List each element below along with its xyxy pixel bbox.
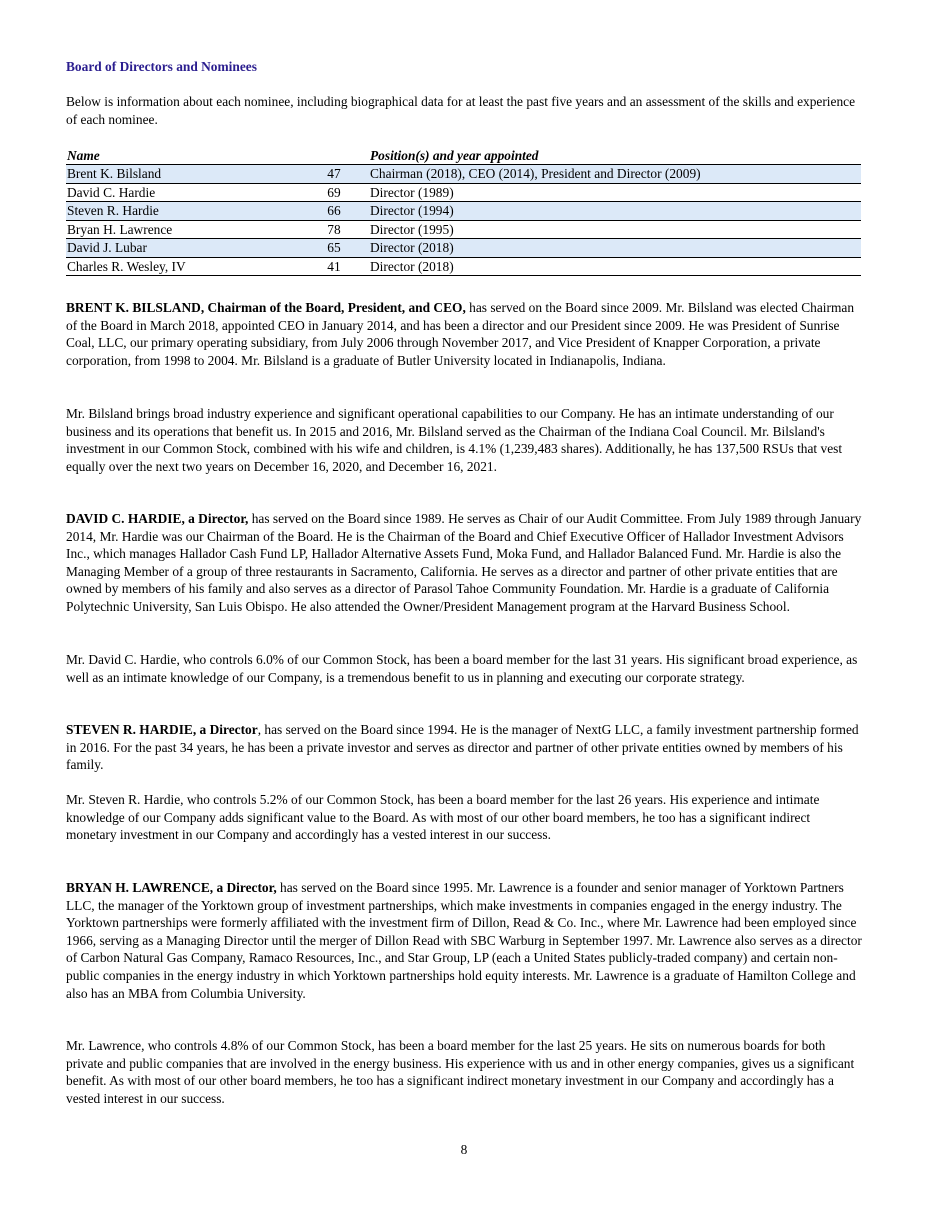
bio-lead: STEVEN R. HARDIE, a Director [66,722,258,737]
table-row [66,183,861,202]
table-row [66,239,861,258]
cell-age: 69 [298,183,369,202]
bio-s-hardie [66,721,862,774]
bio-d-hardie [66,510,862,616]
cell-age: 47 [298,165,369,184]
table-header-row [66,147,861,165]
assessment-d-hardie: Mr. David C. Hardie, who controls 6.0% of our Common Stock, has been a board member for the last 31 years. His significant broad experience, as well as an intimate knowledge of our Company, is a tremendous benefit to us in planning and executing our corporate strategy. [66,652,858,685]
cell-name: Steven R. Hardie [66,202,298,221]
page-number: 8 [460,1142,468,1157]
cell-age: 41 [298,257,369,276]
cell-name: Brent K. Bilsland [66,165,298,184]
bio-lead: BRENT K. BILSLAND, Chairman of the Board, President, and CEO, [66,300,466,315]
cell-age: 65 [298,239,369,258]
bio-text: has served on the Board since 2009. Mr. Bilsland was elected Chairman of the Board in March 2018, appointed CEO in January 2014, and has been a director and our President since 2009. He was President of Sunrise Coal, LLC, our primary operating subsidiary, from July 2006 through November 2017, and Vice President of Knapper Corporation, a private corporation, from 1998 to 2004. Mr. Bilsland is a graduate of Butler University located in Indianapolis, Indiana. [66,300,855,368]
table-row [66,165,861,184]
bio-lawrence [66,879,862,1002]
bio-lead: DAVID C. HARDIE, a Director, [66,511,249,526]
section-title: Board of Directors and Nominees [66,59,257,74]
header-position: Position(s) and year appointed [369,147,861,165]
intro-paragraph: Below is information about each nominee, including biographical data for at least the past five years and an assessment of the skills and experience of each nominee. [66,94,856,127]
directors-table [66,147,861,276]
table-row [66,220,861,239]
cell-position: Director (1995) [369,220,861,239]
cell-position: Director (1994) [369,202,861,221]
table-row [66,257,861,276]
header-age [298,147,369,165]
cell-name: Bryan H. Lawrence [66,220,298,239]
assessment-s-hardie: Mr. Steven R. Hardie, who controls 5.2% of our Common Stock, has been a board member for the last 26 years. His experience and intimate knowledge of our Company adds significant value to the Board. As with most of our other board members, he too has a significant indirect monetary investment in our Company and accordingly has a vested interest in our success. [66,792,820,843]
cell-position: Director (2018) [369,239,861,258]
cell-age: 78 [298,220,369,239]
bio-bilsland [66,299,862,369]
cell-position: Director (1989) [369,183,861,202]
cell-name: David C. Hardie [66,183,298,202]
bio-lead: BRYAN H. LAWRENCE, a Director, [66,880,277,895]
bio-text: has served on the Board since 1989. He serves as Chair of our Audit Committee. From July 1989 through January 2014, Mr. Hardie was our Chairman of the Board. He is the Chairman of the Board and Chief Executive Officer of Hallador Investment Advisors Inc., which manages Hallador Cash Fund LP, Hallador Alternative Assets Fund, Moka Fund, and Hallador Balanced Fund. Mr. Hardie is also the Managing Member of a group of three restaurants in Sacramento, California. He serves as a director and partner of other private entities that are owned by members of his family and also serves as a director of Parasol Tahoe Community Foundation. Mr. Hardie is a graduate of California Polytechnic University, San Luis Obispo. He also attended the Owner/President Management program at the Harvard Business School. [66,511,862,614]
bio-text: has served on the Board since 1995. Mr. Lawrence is a founder and senior manager of Yorktown Partners LLC, the manager of the Yorktown group of investment partnerships, which make investments in companies engaged in the energy industry. The Yorktown partnerships were formerly affiliated with the investment firm of Dillon, Read & Co. Inc., where Mr. Lawrence had been employed since 1966, serving as a Managing Director until the merger of Dillon Read with SBC Warburg in September 1997. Mr. Lawrence also serves as a director of Carbon Natural Gas Company, Ramaco Resources, Inc., and Star Group, LP (each a United States publicly-traded company) and certain non-public companies in the energy industry in which Yorktown partnerships hold equity interests. Mr. Lawrence is a graduate of Hamilton College and also has an MBA from Columbia University. [66,880,862,1001]
assessment-bilsland: Mr. Bilsland brings broad industry experience and significant operational capabilities to our Company. He has an intimate understanding of our business and its operations that benefit us. In 2015 and 2016, Mr. Bilsland served as the Chairman of the Indiana Coal Council. Mr. Bilsland's investment in our Common Stock, combined with his wife and children, is 4.1% (1,239,483 shares). Additionally, he has 137,500 RSUs that vest equally over the next two years on December 16, 2020, and December 16, 2021. [66,406,843,474]
cell-position: Director (2018) [369,257,861,276]
assessment-lawrence: Mr. Lawrence, who controls 4.8% of our Common Stock, has been a board member for the last 25 years. He sits on numerous boards for both private and public companies that are involved in the energy business. His experience with us and in other energy companies, gives us a significant benefit. As with most of our other board members, he too has a significant indirect monetary investment in our Company and accordingly has a vested interest in our success. [66,1038,855,1106]
cell-age: 66 [298,202,369,221]
cell-position: Chairman (2018), CEO (2014), President and Director (2009) [369,165,861,184]
cell-name: David J. Lubar [66,239,298,258]
bio-text: , has served on the Board since 1994. He is the manager of NextG LLC, a family investment partnership formed in 2016. For the past 34 years, he has been a private investor and serves as director and partner of other private entities owned by members of his family. [66,722,859,773]
table-row [66,202,861,221]
header-name: Name [66,147,298,165]
cell-name: Charles R. Wesley, IV [66,257,298,276]
